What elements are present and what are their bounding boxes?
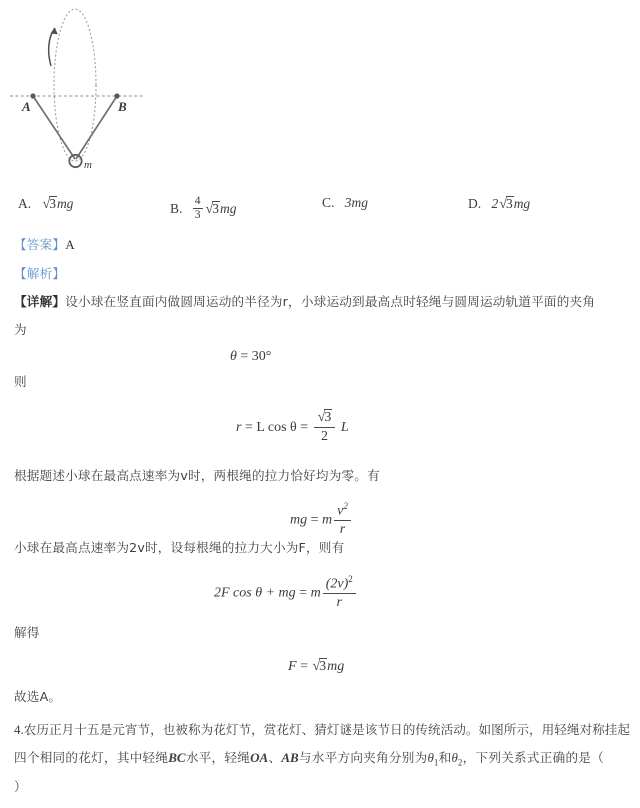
question-4-text-1: 农历正月十五是元宵节，也被称为花灯节，赏花灯、猜灯谜是该节日的传统活动。如图所示，用轻绳对称挂起四个相同的花灯，其中轻绳	[14, 722, 630, 765]
option-a-label: A.	[18, 196, 32, 211]
option-b-tail: mg	[219, 200, 237, 216]
rope-oa-label: OA	[250, 749, 269, 765]
equation-radius	[236, 410, 349, 445]
eq4-den: r	[336, 595, 342, 611]
option-c[interactable]	[322, 196, 368, 210]
equation-theta	[230, 349, 271, 365]
eq3-num: $v^2$	[334, 501, 351, 521]
theta2-symbol: $\theta_2$	[451, 749, 463, 768]
option-d-prefix: 2	[491, 196, 499, 211]
figure-label-b: B	[118, 99, 127, 114]
option-b-label: B.	[170, 200, 183, 216]
eq5-equals: =	[300, 659, 308, 674]
eq4-mass: m	[310, 585, 321, 601]
rope-a	[33, 96, 75, 159]
question-4-text-3: 、	[268, 749, 282, 765]
eq4-equals: =	[299, 585, 308, 601]
eq4-lhs: 2F cos θ + mg	[214, 585, 296, 601]
eq5-tail: mg	[327, 659, 345, 674]
question-4-text-5: 和	[438, 749, 452, 765]
eq3-equals: =	[310, 512, 319, 528]
option-d-radical: √3	[499, 196, 513, 212]
question-4	[14, 716, 630, 800]
detail-paragraph-line1	[14, 292, 595, 312]
eq2-lhs: r	[236, 419, 242, 435]
option-b[interactable]	[170, 196, 236, 223]
eq1-lhs: θ	[230, 349, 237, 364]
figure-label-a: A	[22, 99, 31, 114]
detail-line2: 为	[14, 322, 27, 337]
physics-figure	[0, 0, 180, 182]
detail-line1-text: 设小球在竖直面内做圆周运动的半径为r，小球运动到最高点时轻绳与圆周运动轨道平面的夹角	[65, 294, 596, 309]
eq4-num: $(2v)^2$	[323, 574, 356, 594]
eq3-fraction	[334, 501, 351, 538]
rope-ab-label: AB	[281, 749, 299, 765]
point-a-dot	[30, 93, 35, 98]
answer-line	[14, 235, 75, 255]
option-b-fraction: $\frac{4}{3}$	[194, 195, 201, 222]
analysis-tag: 【解析】	[14, 266, 66, 281]
eq5-radical: √3	[312, 659, 327, 674]
eq1-equals: =	[240, 349, 249, 364]
eq5-lhs: F	[288, 659, 297, 674]
detail-line5: 小球在最高点速率为2v时，设每根绳的拉力大小为F，则有	[14, 540, 345, 555]
eq2-mid: = L cos θ =	[244, 419, 309, 435]
option-d-tail: mg	[513, 196, 531, 211]
option-b-radical: √3	[205, 200, 219, 217]
rope-b	[76, 96, 117, 159]
detail-line6: 解得	[14, 625, 40, 640]
option-d-label: D.	[468, 196, 482, 211]
option-d[interactable]	[468, 196, 530, 212]
option-a-radical: √3	[42, 196, 56, 212]
eq3-den: r	[339, 522, 346, 538]
question-4-text-7: ）	[14, 778, 27, 794]
option-c-label: C.	[322, 195, 335, 210]
equation-min-speed	[290, 502, 353, 539]
question-4-text-4: 与水平方向夹角分别为	[298, 749, 428, 765]
detail-line7: 故选A。	[14, 689, 62, 704]
answer-value: A	[65, 237, 75, 252]
answer-tag: 【答案】	[14, 237, 66, 252]
eq2-den: 2	[321, 428, 328, 444]
eq4-fraction	[323, 574, 356, 611]
question-4-text-6: ，下列关系式正确的是（	[462, 749, 605, 765]
rope-bc-label: BC	[168, 749, 186, 765]
answer-options-row	[0, 188, 640, 222]
analysis-line	[14, 264, 65, 284]
eq2-tail: L	[340, 419, 349, 435]
eq1-rhs: 30°	[251, 349, 272, 364]
option-a-tail: mg	[56, 196, 74, 211]
option-a[interactable]	[18, 196, 73, 212]
detail-line3: 则	[14, 374, 27, 389]
question-4-text-2: 水平，轻绳	[185, 749, 251, 765]
eq3-mass: m	[322, 512, 333, 528]
detail-tag: 【详解】	[14, 294, 66, 309]
equation-result	[288, 658, 344, 675]
eq2-num: √3	[314, 409, 336, 428]
eq3-lhs: mg	[290, 512, 308, 528]
figure-label-m: m	[84, 159, 92, 171]
point-b-dot	[114, 93, 119, 98]
theta1-symbol: $\theta_1$	[427, 749, 439, 768]
equation-tension	[214, 575, 358, 612]
option-c-value: 3mg	[344, 195, 369, 210]
question-4-number: 4.	[14, 722, 24, 737]
eq2-fraction	[314, 409, 336, 444]
detail-line4: 根据题述小球在最高点速率为v时，两根绳的拉力恰好均为零。有	[14, 468, 380, 483]
